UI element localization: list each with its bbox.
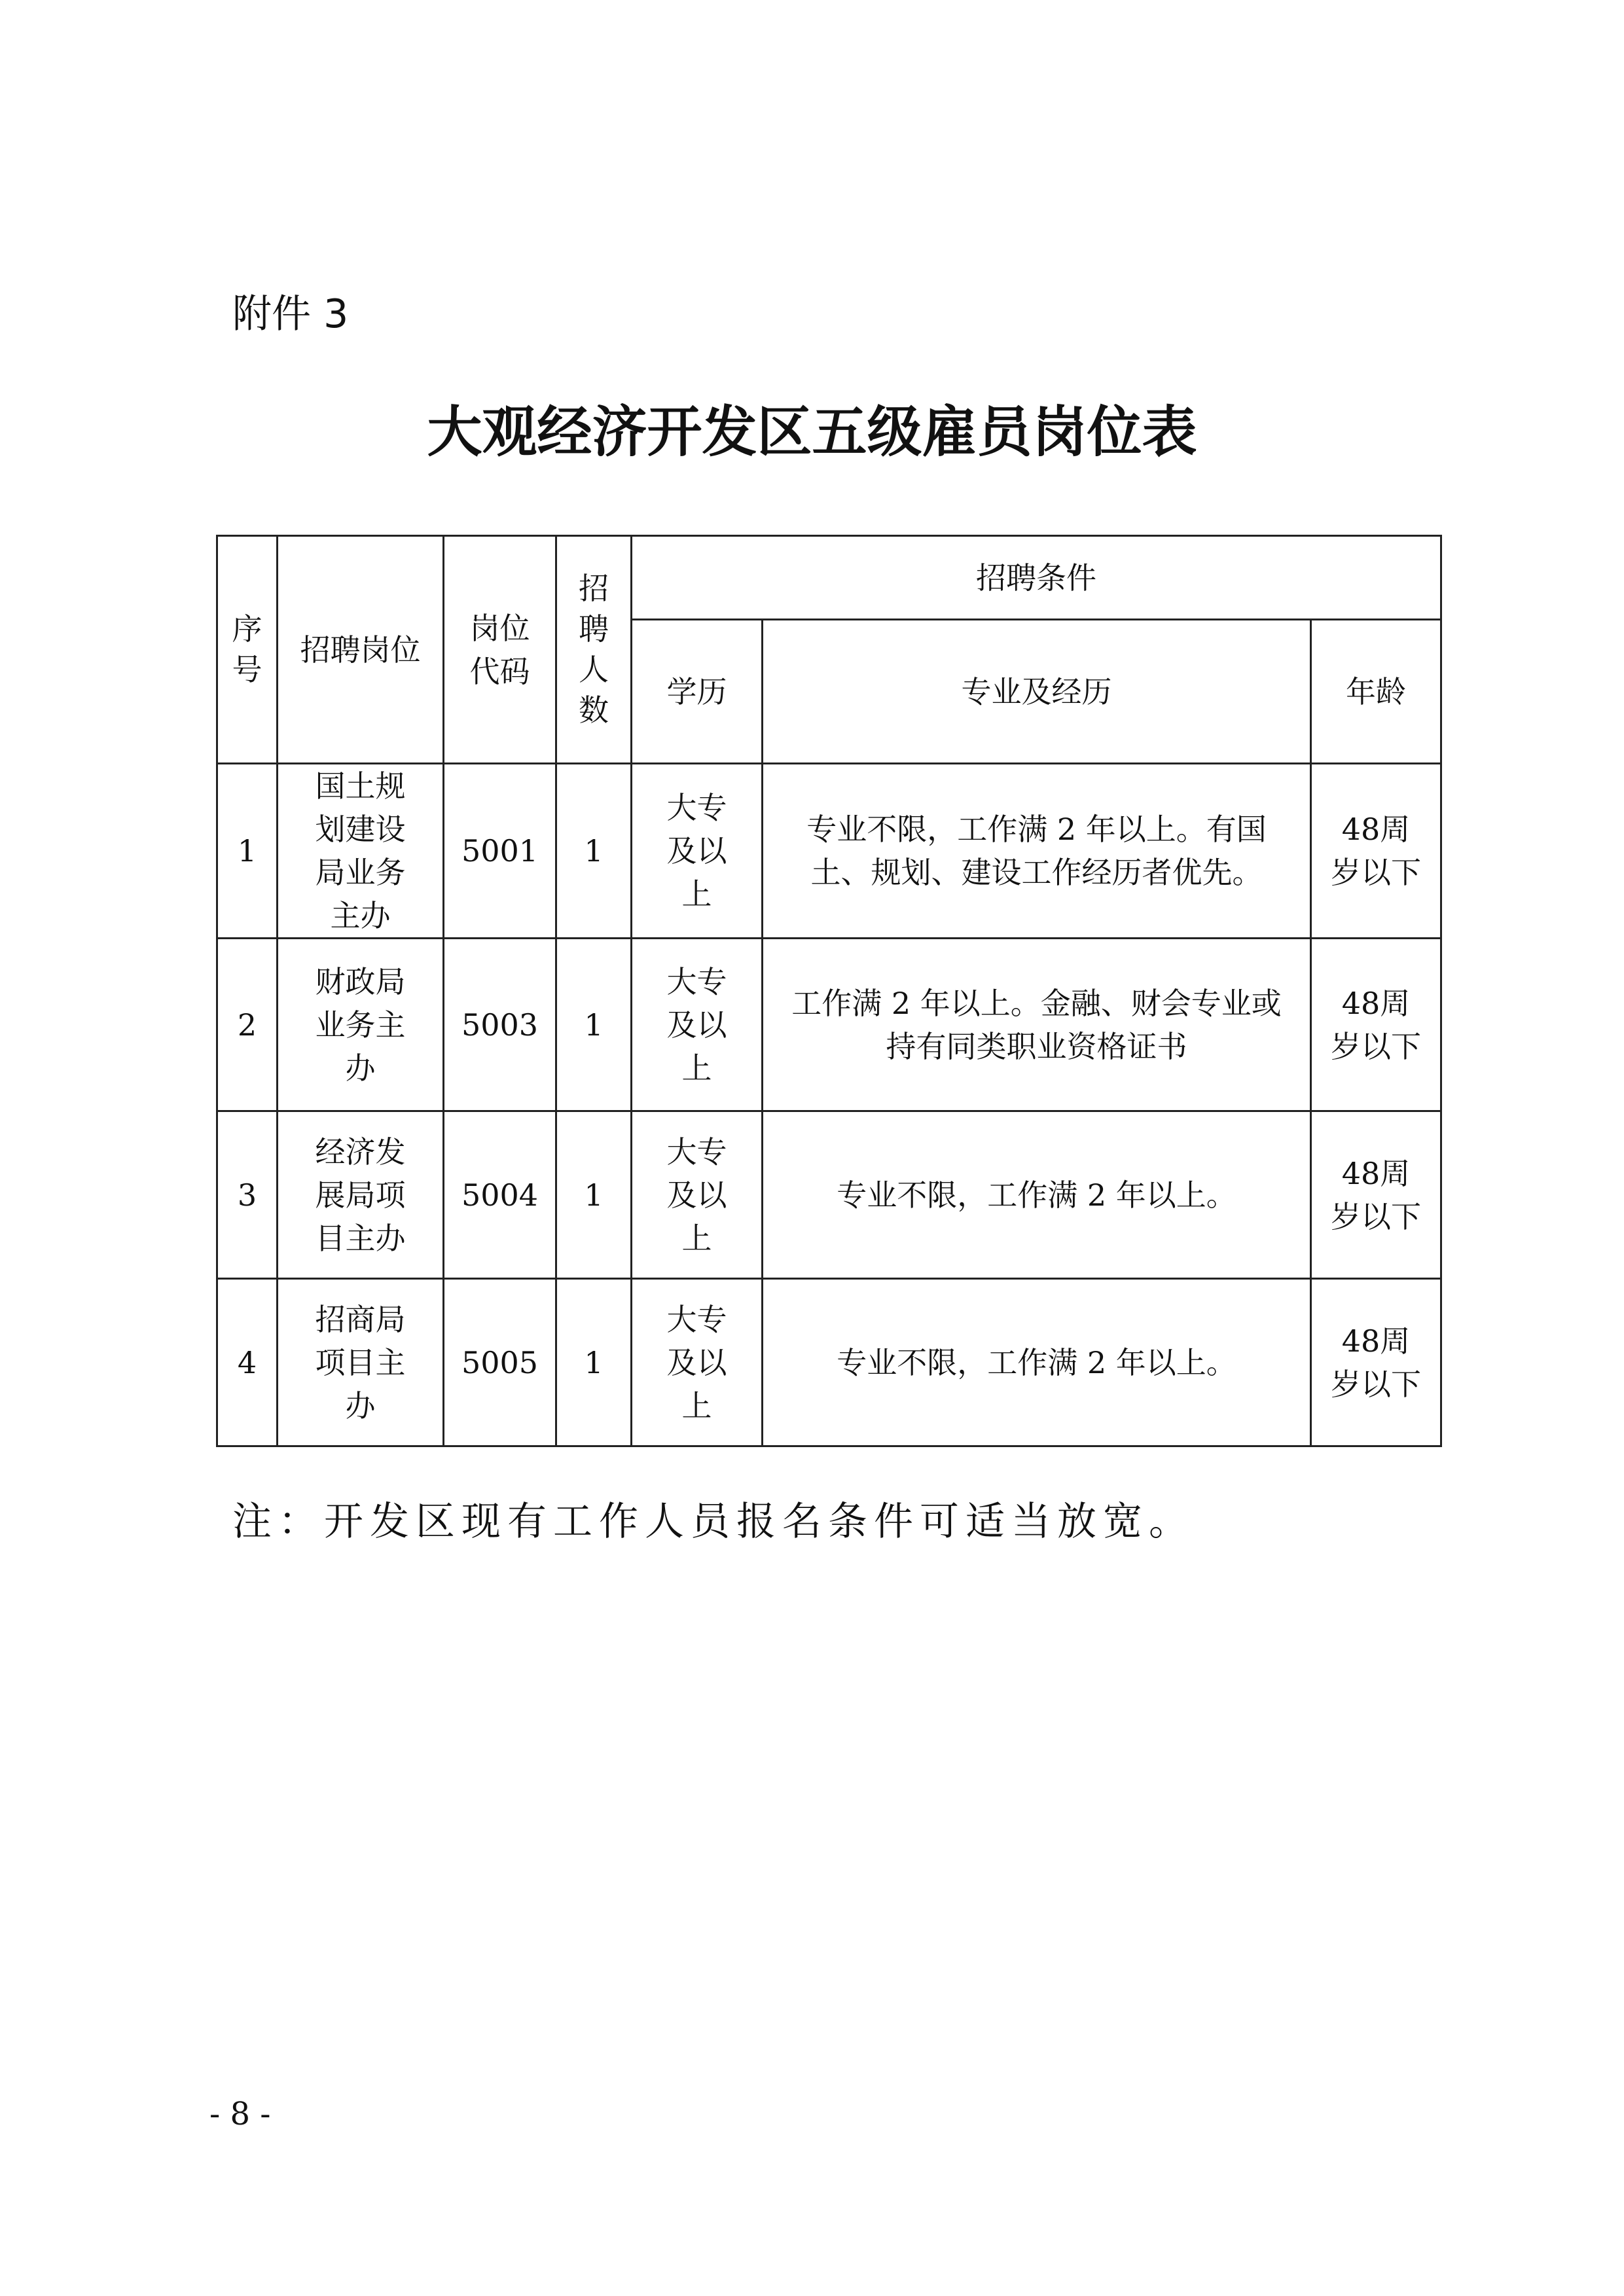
row-count: 1 xyxy=(556,939,632,1111)
table-row xyxy=(217,764,1441,939)
row-position: 经济发展局项目主办 xyxy=(278,1111,444,1279)
row-seq: 4 xyxy=(217,1279,278,1446)
row-requirements: 专业不限，工作满 2 年以上。 xyxy=(763,1279,1311,1446)
row-age: 48周岁以下 xyxy=(1311,1111,1441,1279)
header-age: 年龄 xyxy=(1311,620,1441,764)
row-seq: 1 xyxy=(217,764,278,939)
row-count: 1 xyxy=(556,1279,632,1446)
row-requirements: 工作满 2 年以上。金融、财会专业或持有同类职业资格证书 xyxy=(763,939,1311,1111)
page-title: 大观经济开发区五级雇员岗位表 xyxy=(427,399,1197,464)
row-seq: 2 xyxy=(217,939,278,1111)
table-row xyxy=(217,939,1441,1111)
row-count: 1 xyxy=(556,1111,632,1279)
header-education: 学历 xyxy=(632,620,763,764)
header-conditions: 招聘条件 xyxy=(632,536,1441,620)
row-requirements: 专业不限，工作满 2 年以上。 xyxy=(763,1111,1311,1279)
page-number: - 8 - xyxy=(209,2096,271,2132)
table-row xyxy=(217,1279,1441,1446)
header-major-experience: 专业及经历 xyxy=(763,620,1311,764)
row-seq: 3 xyxy=(217,1111,278,1279)
row-code: 5004 xyxy=(444,1111,556,1279)
row-age: 48周岁以下 xyxy=(1311,939,1441,1111)
header-position: 招聘岗位 xyxy=(278,536,444,764)
header-count: 招聘人数 xyxy=(556,536,632,764)
row-position: 财政局业务主办 xyxy=(278,939,444,1111)
row-count: 1 xyxy=(556,764,632,939)
row-code: 5003 xyxy=(444,939,556,1111)
footnote: 注：开发区现有工作人员报名条件可适当放宽。 xyxy=(232,1499,1195,1545)
row-education: 大专及以上 xyxy=(632,1111,763,1279)
header-code: 岗位代码 xyxy=(444,536,556,764)
row-requirements: 专业不限，工作满 2 年以上。有国土、规划、建设工作经历者优先。 xyxy=(763,764,1311,939)
table-row xyxy=(217,1111,1441,1279)
header-row-top xyxy=(217,536,1441,620)
row-age: 48周岁以下 xyxy=(1311,764,1441,939)
row-education: 大专及以上 xyxy=(632,939,763,1111)
row-position: 国土规划建设局业务主办 xyxy=(278,764,444,939)
row-code: 5001 xyxy=(444,764,556,939)
positions-table xyxy=(216,535,1442,1447)
row-position: 招商局项目主办 xyxy=(278,1279,444,1446)
row-age: 48周岁以下 xyxy=(1311,1279,1441,1446)
header-seq: 序号 xyxy=(217,536,278,764)
row-code: 5005 xyxy=(444,1279,556,1446)
row-education: 大专及以上 xyxy=(632,1279,763,1446)
row-education: 大专及以上 xyxy=(632,764,763,939)
attachment-label: 附件 3 xyxy=(232,291,349,337)
